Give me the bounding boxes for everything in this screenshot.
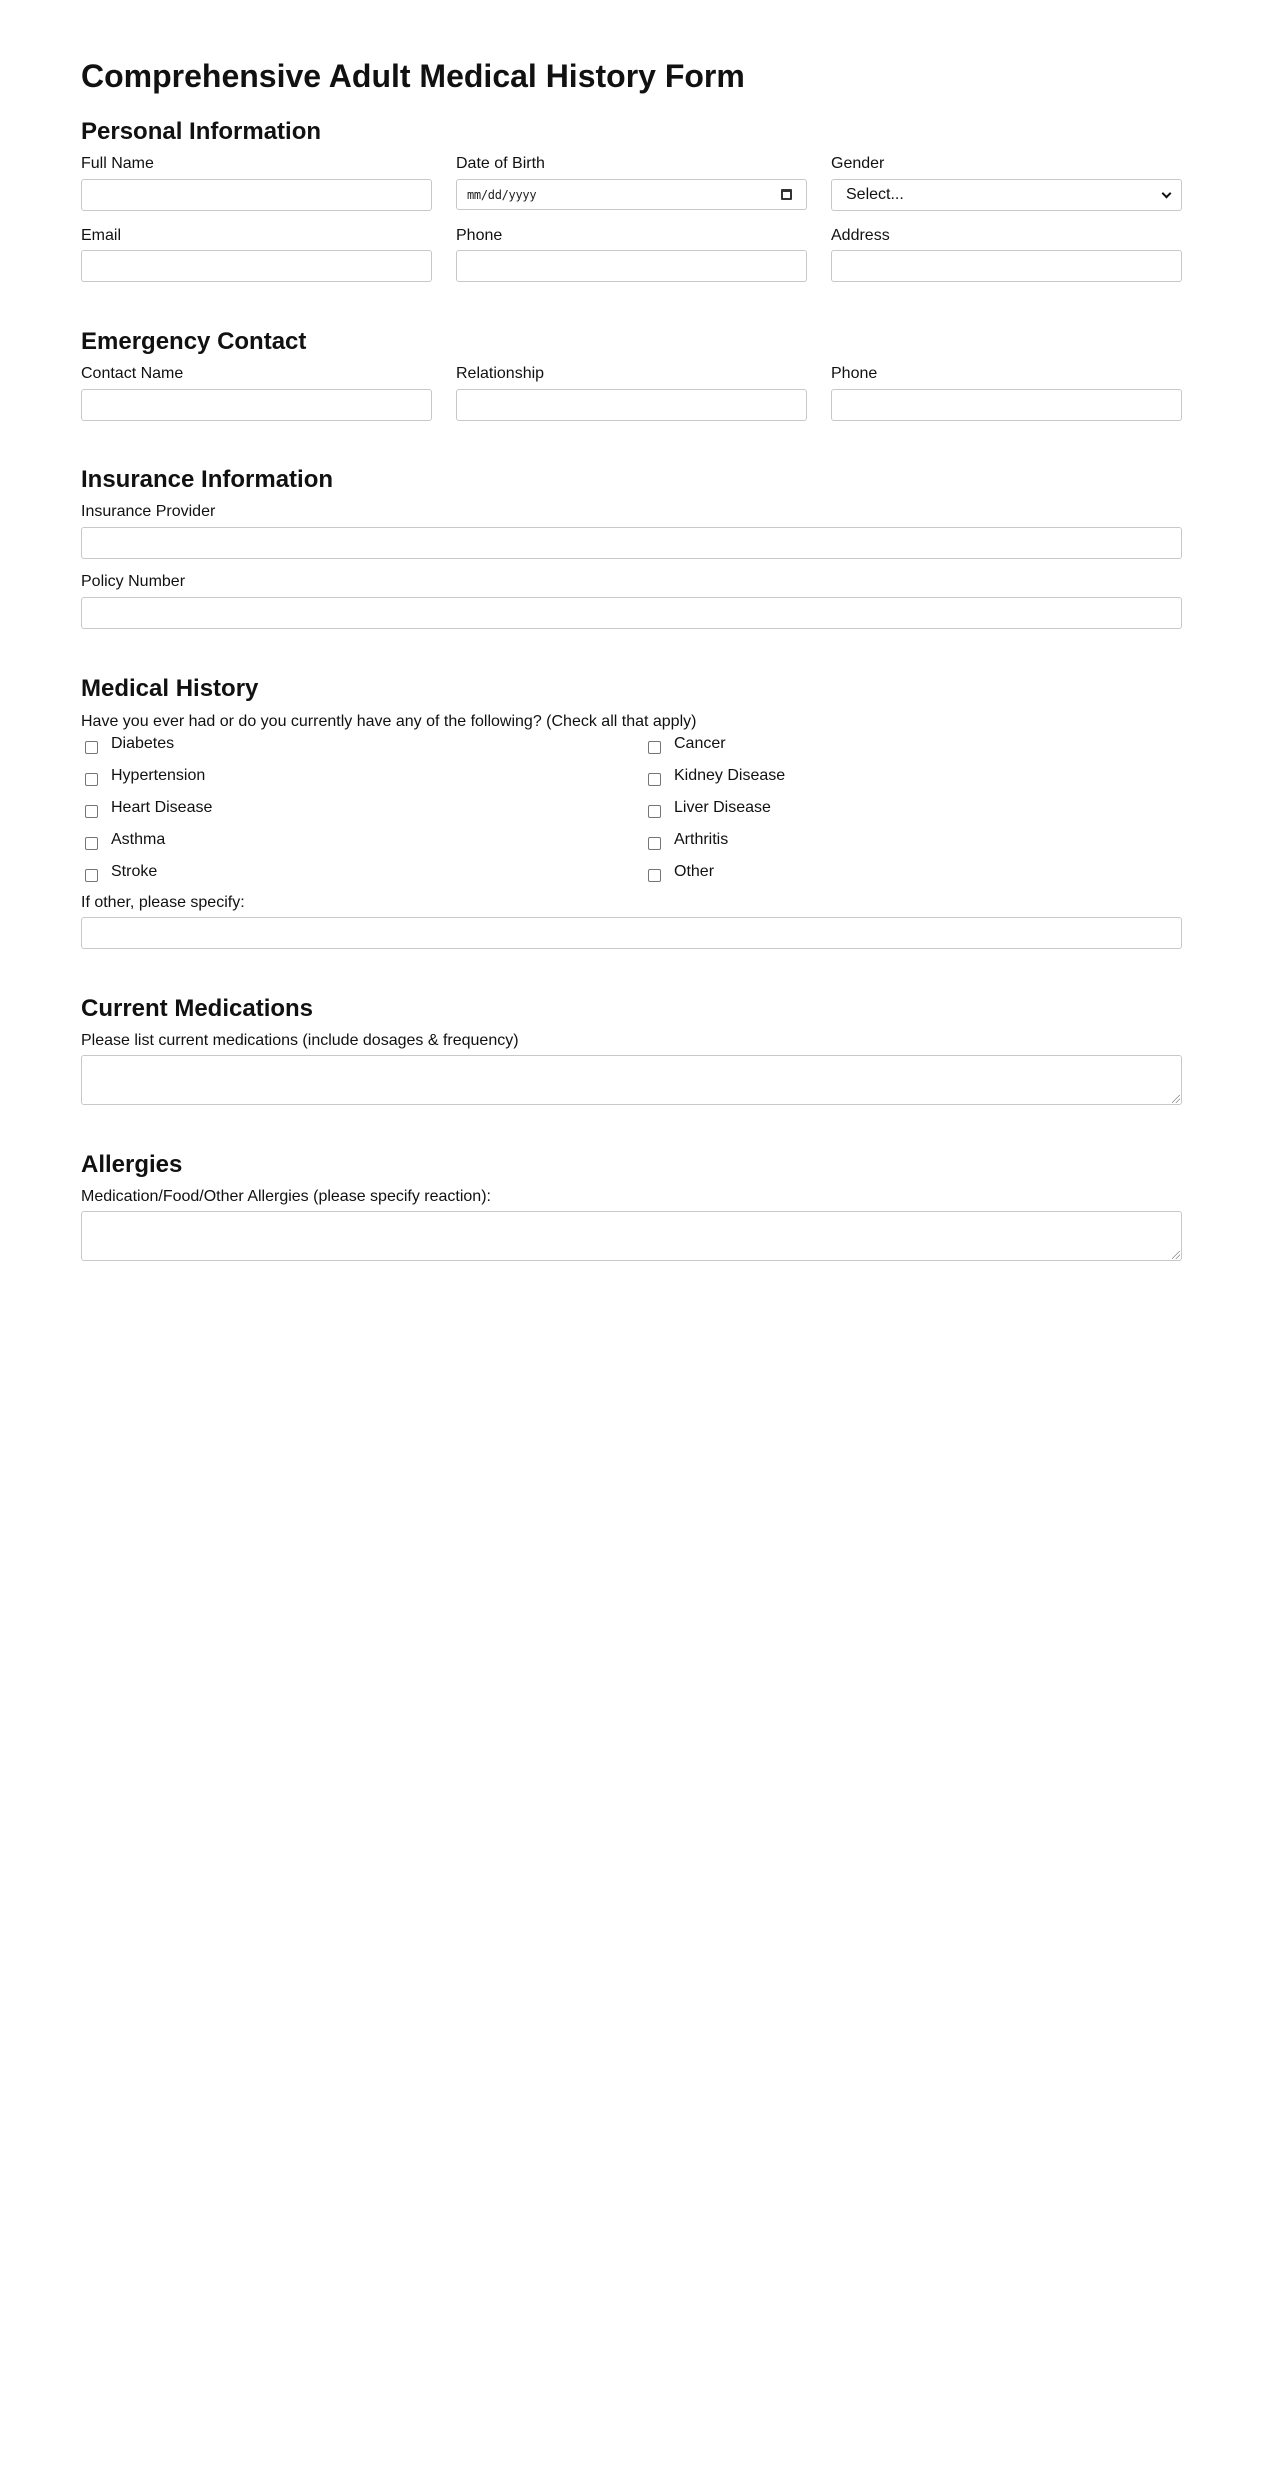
section-heading-insurance: Insurance Information bbox=[81, 466, 334, 493]
contact-name-label: Contact Name bbox=[81, 365, 184, 382]
allergies-textarea[interactable] bbox=[81, 1211, 1182, 1261]
relationship-input[interactable] bbox=[456, 389, 807, 421]
policy-number-input[interactable] bbox=[81, 597, 1182, 629]
page-title: Comprehensive Adult Medical History Form bbox=[81, 58, 745, 94]
gender-label: Gender bbox=[831, 155, 885, 172]
condition-heart-disease[interactable] bbox=[81, 798, 212, 818]
condition-cancer[interactable] bbox=[644, 734, 726, 754]
checkbox[interactable] bbox=[85, 741, 98, 754]
section-heading-allergies: Allergies bbox=[81, 1151, 183, 1178]
insurance-provider-input[interactable] bbox=[81, 527, 1182, 559]
condition-stroke[interactable] bbox=[81, 862, 157, 882]
emergency-phone-label: Phone bbox=[831, 365, 878, 382]
checkbox[interactable] bbox=[85, 869, 98, 882]
full-name-input[interactable] bbox=[81, 179, 432, 211]
insurance-provider-label: Insurance Provider bbox=[81, 503, 216, 520]
other-specify-input[interactable] bbox=[81, 917, 1182, 949]
address-input[interactable] bbox=[831, 250, 1182, 282]
checkbox[interactable] bbox=[85, 837, 98, 850]
medical-history-prompt: Have you ever had or do you currently have any of the following? (Check all that apply) bbox=[81, 713, 697, 730]
relationship-label: Relationship bbox=[456, 365, 545, 382]
condition-label: Stroke bbox=[111, 863, 158, 880]
condition-other[interactable] bbox=[644, 862, 714, 882]
contact-name-input[interactable] bbox=[81, 389, 432, 421]
condition-label: Other bbox=[674, 863, 715, 880]
resize-handle-icon[interactable] bbox=[1172, 1095, 1180, 1103]
section-heading-emergency: Emergency Contact bbox=[81, 328, 307, 355]
gender-selected-value: Select... bbox=[846, 186, 904, 203]
condition-arthritis[interactable] bbox=[644, 830, 728, 850]
condition-label: Liver Disease bbox=[674, 799, 771, 816]
checkbox[interactable] bbox=[648, 805, 661, 818]
condition-diabetes[interactable] bbox=[81, 734, 174, 754]
condition-label: Kidney Disease bbox=[674, 767, 786, 784]
full-name-label: Full Name bbox=[81, 155, 154, 172]
allergies-label: Medication/Food/Other Allergies (please specify reaction): bbox=[81, 1188, 491, 1205]
checkbox[interactable] bbox=[648, 741, 661, 754]
email-label: Email bbox=[81, 227, 122, 244]
checkbox[interactable] bbox=[648, 773, 661, 786]
emergency-phone-input[interactable] bbox=[831, 389, 1182, 421]
checkbox[interactable] bbox=[648, 869, 661, 882]
dob-label: Date of Birth bbox=[456, 155, 545, 172]
phone-label: Phone bbox=[456, 227, 503, 244]
section-heading-medications: Current Medications bbox=[81, 995, 314, 1022]
condition-label: Arthritis bbox=[674, 831, 729, 848]
condition-label: Asthma bbox=[111, 831, 166, 848]
gender-select[interactable] bbox=[831, 179, 1182, 211]
resize-handle-icon[interactable] bbox=[1172, 1251, 1180, 1259]
section-heading-medical-history: Medical History bbox=[81, 675, 259, 702]
email-input[interactable] bbox=[81, 250, 432, 282]
condition-label: Cancer bbox=[674, 735, 726, 752]
medications-textarea[interactable] bbox=[81, 1055, 1182, 1105]
address-label: Address bbox=[831, 227, 890, 244]
condition-kidney-disease[interactable] bbox=[644, 766, 785, 786]
other-specify-label: If other, please specify: bbox=[81, 894, 245, 911]
condition-liver-disease[interactable] bbox=[644, 798, 771, 818]
checkbox[interactable] bbox=[648, 837, 661, 850]
condition-label: Diabetes bbox=[111, 735, 175, 752]
phone-input[interactable] bbox=[456, 250, 807, 282]
calendar-icon[interactable] bbox=[781, 189, 792, 200]
medications-label: Please list current medications (include dosages & frequency) bbox=[81, 1032, 519, 1049]
chevron-down-icon bbox=[1162, 188, 1172, 198]
checkbox[interactable] bbox=[85, 773, 98, 786]
condition-label: Hypertension bbox=[111, 767, 206, 784]
dob-input[interactable] bbox=[456, 179, 807, 210]
condition-label: Heart Disease bbox=[111, 799, 213, 816]
condition-asthma[interactable] bbox=[81, 830, 165, 850]
policy-number-label: Policy Number bbox=[81, 573, 186, 590]
condition-hypertension[interactable] bbox=[81, 766, 205, 786]
checkbox[interactable] bbox=[85, 805, 98, 818]
section-heading-personal: Personal Information bbox=[81, 118, 322, 145]
dob-placeholder: mm/dd/yyyy bbox=[467, 187, 537, 202]
